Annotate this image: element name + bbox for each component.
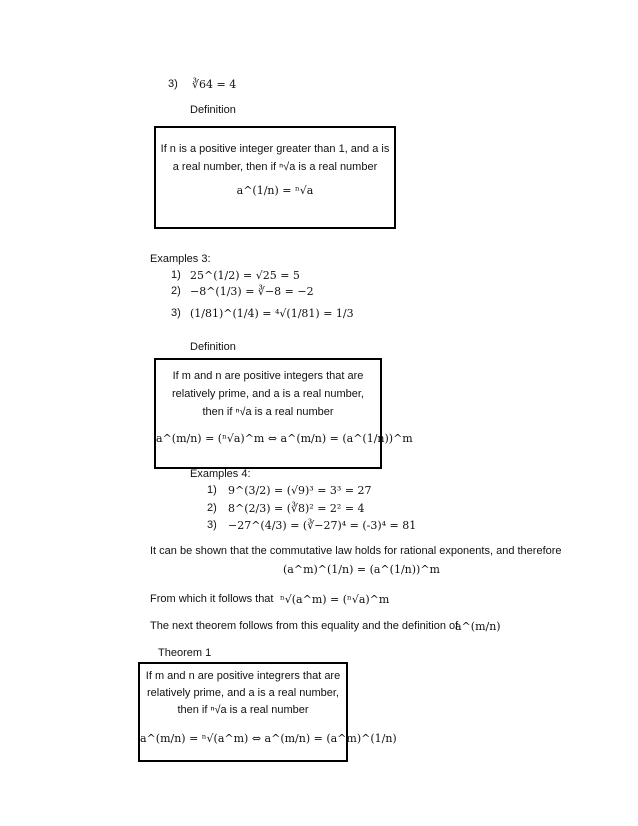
examples-3-item-3-number: 3) <box>171 307 181 319</box>
examples-4-item-1-number: 1) <box>207 484 217 496</box>
definition-1-box <box>154 126 396 229</box>
examples-3-item-1-number: 1) <box>171 269 181 281</box>
follows-text: From which it follows that <box>150 593 274 605</box>
theorem-1-line-1: If m and n are positive integrers that are <box>145 670 341 682</box>
definition-2-formula: a^(m/n) = (ⁿ√a)^m ⇔ a^(m/n) = (a^(1/n))^m <box>156 432 413 445</box>
definition-2-line-3: then if ⁿ√a is a real number <box>202 406 334 418</box>
commutative-text: It can be shown that the commutative law holds for rational exponents, and therefore <box>150 545 562 557</box>
examples-3-item-2-expression: −8^(1/3) = ∛−8 = −2 <box>190 285 314 298</box>
examples-3-item-1-expression: 25^(1/2) = √25 = 5 <box>190 269 300 282</box>
definition-2-heading: Definition <box>190 341 236 353</box>
examples-4-item-3-expression: −27^(4/3) = (∛−27)⁴ = (-3)⁴ = 81 <box>228 519 417 532</box>
examples-3-item-2-number: 2) <box>171 285 181 297</box>
next-theorem-text: The next theorem follows from this equality and the definition of <box>150 620 459 632</box>
next-theorem-formula: a^(m/n) <box>455 620 501 633</box>
definition-1-formula: a^(1/n) = ⁿ√a <box>236 184 314 197</box>
examples-4-heading: Examples 4: <box>190 468 251 480</box>
definition-1-heading: Definition <box>190 104 236 116</box>
theorem-1-heading: Theorem 1 <box>158 647 212 659</box>
examples-4-item-2-expression: 8^(2/3) = (∛8)² = 2² = 4 <box>228 502 365 515</box>
definition-2-line-1: If m and n are positive integers that are <box>172 370 364 382</box>
theorem-1-box <box>138 662 397 762</box>
definition-2-line-2: relatively prime, and a is a real number, <box>172 388 364 400</box>
item-3-number: 3) <box>168 78 178 90</box>
follows-formula: ⁿ√(a^m) = (ⁿ√a)^m <box>280 593 390 606</box>
examples-4-item-2-number: 2) <box>207 502 217 514</box>
examples-4-item-1-expression: 9^(3/2) = (√9)³ = 3³ = 27 <box>228 484 372 497</box>
definition-1-line-2: a real number, then if ⁿ√a is a real number <box>172 161 378 173</box>
theorem-1-line-2: relatively prime, and a is a real number, <box>147 687 339 699</box>
examples-3-item-3-expression: (1/81)^(1/4) = ⁴√(1/81) = 1/3 <box>190 307 354 320</box>
commutative-formula: (a^m)^(1/n) = (a^(1/n))^m <box>283 563 440 576</box>
item-3-expression: ∛64 = 4 <box>192 78 237 91</box>
examples-3-heading: Examples 3: <box>150 253 211 265</box>
theorem-1-line-3: then if ⁿ√a is a real number <box>177 704 309 716</box>
definition-1-line-1: If n is a positive integer greater than 1, and a is <box>160 143 390 155</box>
definition-2-box <box>154 358 413 469</box>
theorem-1-formula: a^(m/n) = ⁿ√(a^m) ⇔ a^(m/n) = (a^m)^(1/n) <box>140 732 397 745</box>
examples-4-item-3-number: 3) <box>207 519 217 531</box>
